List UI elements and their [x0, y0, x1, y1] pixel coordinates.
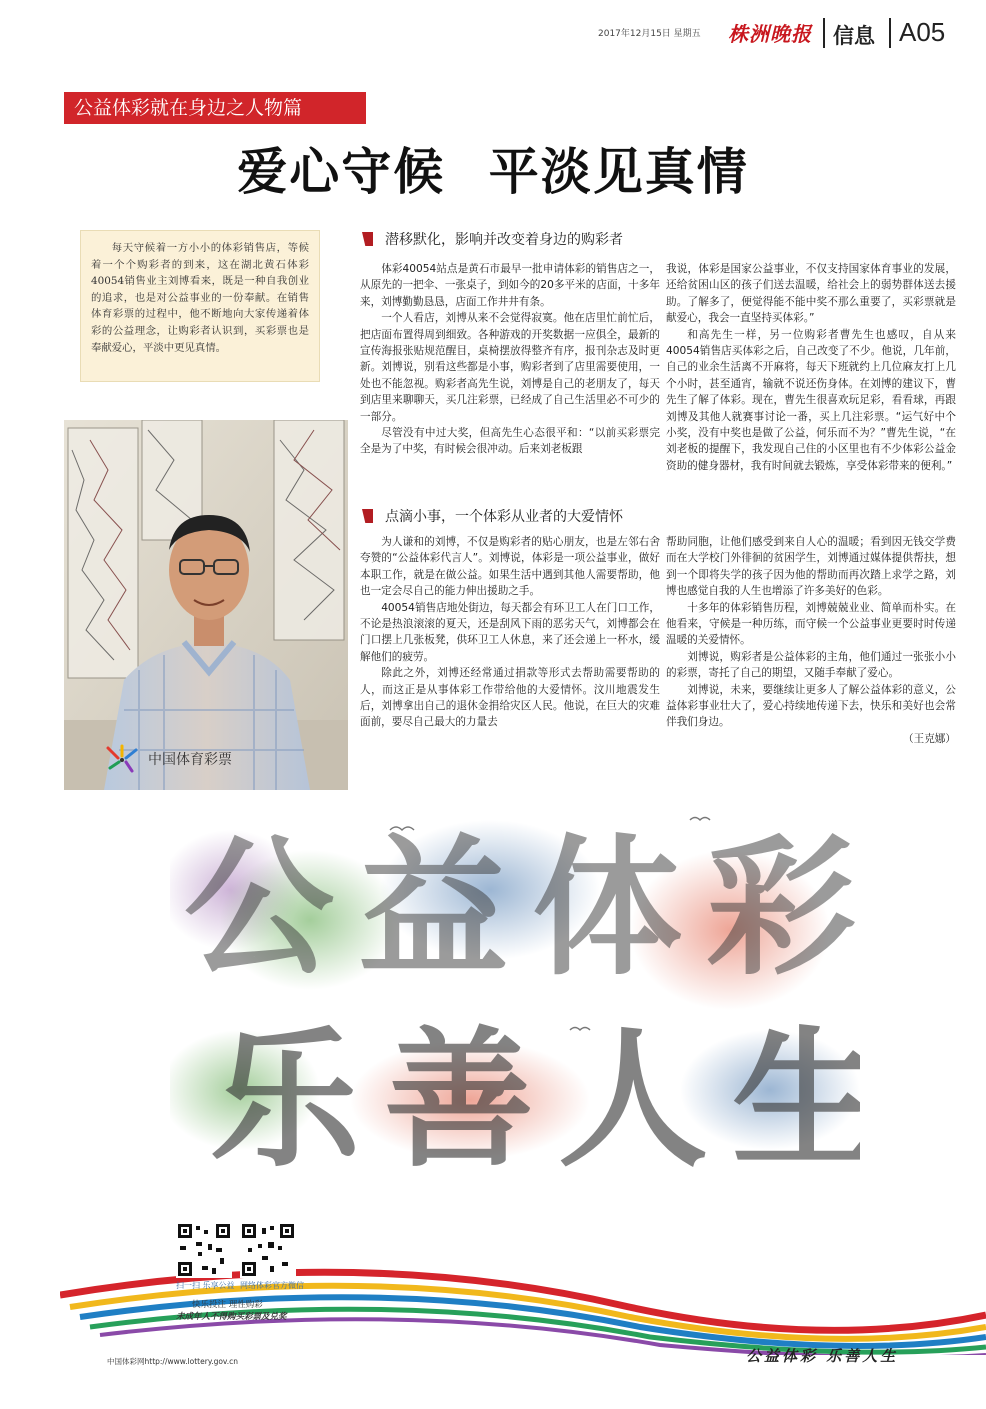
- qr-code-icon: [240, 1222, 296, 1278]
- poster-line2: 乐善人生: [210, 1014, 860, 1180]
- headline: 爱心守候 平淡见真情: [237, 143, 749, 201]
- byline-row: [666, 731, 956, 747]
- poster-artwork: [170, 800, 860, 1180]
- tagline: 快乐投注 理性购彩: [192, 1300, 263, 1310]
- subhead-marker: [362, 509, 373, 523]
- newspaper-logo: 株洲晚报: [728, 22, 812, 46]
- section2-left-column: [360, 534, 660, 731]
- section1-subhead: [362, 229, 623, 249]
- qr-code-weibo: [176, 1222, 232, 1282]
- qr-label-1: 扫一扫 乐享公益: [176, 1281, 235, 1290]
- masthead-divider: [823, 18, 825, 48]
- brand-name: 中国体育彩票: [148, 752, 232, 768]
- paragraph: 除此之外，刘博还经常通过捐款等形式去帮助需要帮助的人，而这正是从事体彩工作带给他的大爱情怀。汶川地震发生后，刘博拿出自己的退休金捐给灾区人民。他说，在巨大的灾难面前，要尽自己最大的力量去: [360, 667, 660, 729]
- masthead-divider: [889, 18, 891, 48]
- subhead-marker: [362, 232, 373, 246]
- lottery-website-url: 中国体彩网http://www.lottery.gov.cn: [107, 1357, 239, 1366]
- paragraph: 十多年的体彩销售历程，刘博兢兢业业、简单而朴实。在他看来，守候是一种历练，而守候一个公益事业更要时时传递温暖的关爱情怀。: [666, 601, 956, 647]
- paragraph: 尽管没有中过大奖，但高先生心态很平和：“以前买彩票完全是为了中奖，有时候会很冲动。后来刘老板跟: [360, 427, 660, 456]
- section2-subhead: [362, 506, 623, 526]
- qr-code-wechat: [240, 1222, 296, 1282]
- section1-right-column: [666, 261, 956, 474]
- section1-subhead-text: 潜移默化，影响并改变着身边的购彩者: [385, 232, 623, 248]
- paragraph: 40054销售店地处街边，每天都会有环卫工人在门口工作，不论是热浪滚滚的夏天，还是刮风下雨的恶劣天气，刘博都会在门口摆上几张板凳，供环卫工人休息，来了还会递上一杯水，缓解他们的疲劳。: [360, 601, 660, 663]
- paragraph: 刘博说，未来，要继续让更多人了解公益体彩的意义，公益体彩事业壮大了，爱心持续地传递下去，快乐和美好也会常伴我们身边。: [666, 683, 956, 729]
- age-warning: 未成年人不得购买彩票及兑奖: [176, 1312, 287, 1322]
- section1-left-column: [360, 261, 660, 458]
- paragraph: 帮助同胞，让他们感受到来自人心的温暖；看到因无钱交学费而在大学校门外徘徊的贫困学生，刘博通过媒体提供帮扶，想到一个即将失学的孩子因为他的帮助而再次踏上求学之路，刘博也感觉自我的人生也增添了许多美好的色彩。: [666, 536, 956, 598]
- portrait-photo: [64, 420, 348, 790]
- paragraph: 为人谦和的刘博，不仅是购彩者的贴心朋友，也是左邻右舍夸赞的“公益体彩代言人”。刘博说，体彩是一项公益事业，做好本职工作，就是在做公益。如果生活中遇到其他人需要帮助，他也一定会尽自己的能力伸出援助之手。: [360, 536, 660, 598]
- lottery-brand: [104, 744, 232, 774]
- issue-date: 2017年12月15日 星期五: [598, 29, 701, 39]
- column-kicker: 公益体彩就在身边之人物篇: [64, 92, 366, 124]
- section-name: 信息: [833, 24, 875, 48]
- section2-right-column: [666, 534, 956, 747]
- paragraph: 一个人看店，刘博从来不会觉得寂寞。他在店里忙前忙后，把店面布置得周到细致。各种游戏的开奖数据一应俱全，最新的宣传海报张贴规范醒目，桌椅摆放得整齐有序，报刊杂志及时更新。刘博说，别看这些都是小事，购彩者到了店里需要使用，一处也不能忽视。购彩者高先生说，刘博是自己的老朋友了，每天到店里来聊聊天，买几注彩票，已经成了自己生活里必不可少的一部分。: [360, 312, 660, 423]
- paragraph: 刘博说，购彩者是公益体彩的主角，他们通过一张张小小的彩票，寄托了自己的期望，又随手奉献了爱心。: [666, 650, 956, 680]
- section2-subhead-text: 点滴小事，一个体彩从业者的大爱情怀: [385, 509, 623, 525]
- paragraph: 我说，体彩是国家公益事业，不仅支持国家体育事业的发展，还给贫困山区的孩子们送去温暖，给社会上的弱势群体送去援助。了解多了，便觉得能不能中奖不那么重要了，买彩票就是献爱心，我会一直坚持买体彩。”: [666, 263, 956, 325]
- poster-line1: 公益体彩: [184, 822, 860, 996]
- page-number: A05: [899, 17, 946, 47]
- byline: （王克娜）: [903, 732, 956, 745]
- lottery-logo-icon: [104, 744, 140, 774]
- qr-label-2: 网络体彩官方微信: [240, 1281, 304, 1290]
- paragraph: 体彩40054站点是黄石市最早一批申请体彩的销售店之一，从原先的一把伞、一张桌子，到如今的20多平米的店面，十多年来，刘博勤勤恳恳，店面工作井井有条。: [360, 263, 660, 308]
- promo-poster: [170, 800, 860, 1180]
- qr-code-icon: [176, 1222, 232, 1278]
- footer-slogan: 公益体彩 乐善人生: [746, 1347, 899, 1365]
- intro-summary: 每天守候着一方小小的体彩销售店，等候着一个个购彩者的到来，这在湖北黄石体彩40054销售业主刘博看来，既是一种自我创业的追求，也是对公益事业的一份奉献。在销售体育彩票的过程中，他不断地向大家传递着体彩的公益理念，让购彩者认识到，买彩票也是奉献爱心，平淡中更见真情。: [80, 230, 320, 382]
- paragraph: 和高先生一样，另一位购彩者曹先生也感叹，自从来40054销售店买体彩之后，自己改变了不少。他说，几年前，自己的业余生活离不开麻将，每天下班就约上几位麻友打上几个小时，甚至通宵，输就不说还伤身体。在刘博的建议下，曹先生了解了体彩。现在，曹先生很喜欢玩足彩，看看球，再跟刘博及其他人就赛事讨论一番，买上几注彩票。“运气好中个小奖，没有中奖也是做了公益，何乐而不为？”曹先生说，“在刘老板的提醒下，我发现自己住的小区里也有不少体彩公益金资助的健身器材，我有时间就去锻炼，享受体彩带来的便利。”: [666, 328, 956, 472]
